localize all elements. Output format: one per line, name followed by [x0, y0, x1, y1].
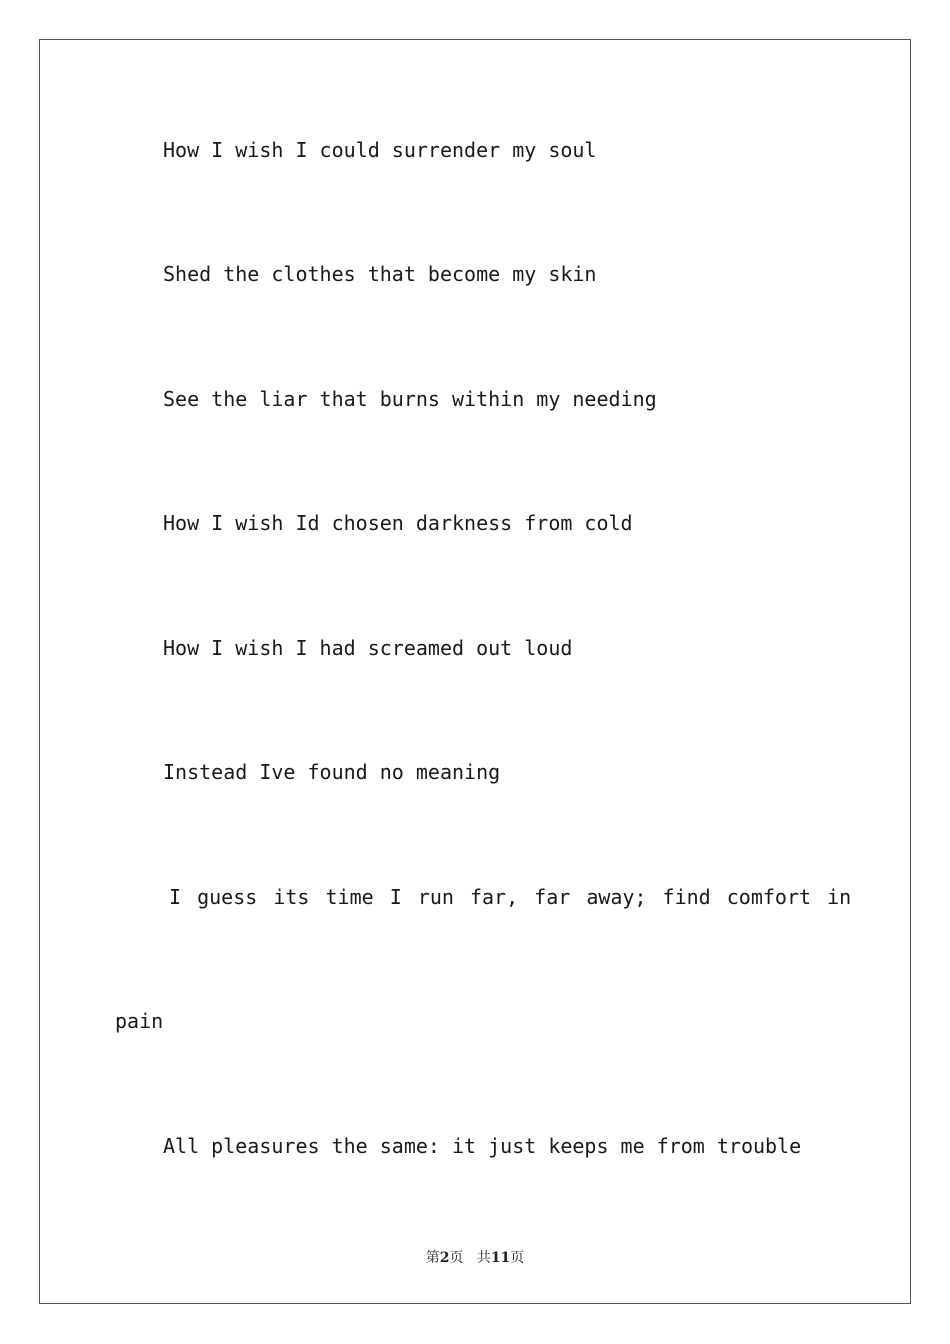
text-line-9: All pleasures the same: it just keeps me from trouble	[163, 1134, 802, 1158]
footer-total-prefix: 共	[476, 1250, 491, 1266]
text-line-2: Shed the clothes that become my skin	[163, 262, 597, 286]
footer-page-suffix: 页	[449, 1250, 464, 1266]
text-line-5: How I wish I had screamed out loud	[163, 636, 573, 660]
text-line-3: See the liar that burns within my needing	[163, 387, 657, 411]
page-footer	[0, 1247, 950, 1267]
footer-total-pages: 11	[490, 1250, 511, 1266]
page-frame	[39, 39, 911, 1304]
footer-page-prefix: 第	[425, 1250, 440, 1266]
text-line-7: I guess its time I run far, far away; find comfort in	[169, 885, 852, 909]
text-line-8: pain	[115, 1009, 164, 1033]
text-line-4: How I wish Id chosen darkness from cold	[163, 511, 633, 535]
text-line-1: How I wish I could surrender my soul	[163, 138, 597, 162]
footer-page-number: 2	[439, 1250, 450, 1266]
text-line-6: Instead Ive found no meaning	[163, 760, 501, 784]
footer-total-suffix: 页	[510, 1250, 525, 1266]
